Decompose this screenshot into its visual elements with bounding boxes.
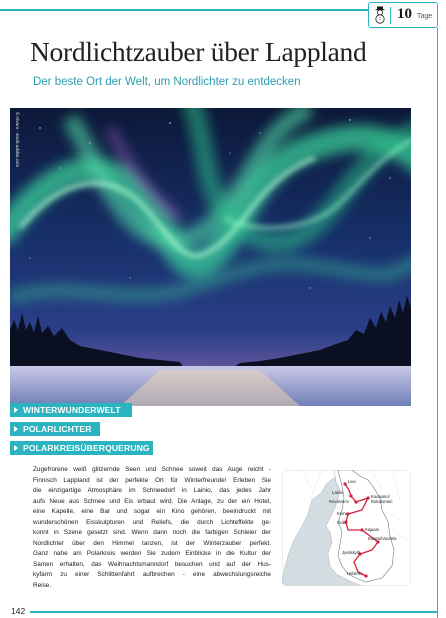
feature-arrow-icon	[14, 426, 18, 432]
body-line: Ganz nahe am Polarkreis werden Sie zudem Einblicke in die Kultur der	[33, 550, 271, 558]
body-line: eine Kapelle, eine Bar und sogar ein Kino gehören, beeindruckt mit	[33, 508, 271, 516]
page-number: 142	[11, 606, 26, 616]
body-line: Reise.	[33, 582, 52, 590]
page-title: Nordlichtzauber über Lappland	[30, 36, 367, 67]
feature-arrow-icon	[14, 407, 18, 413]
feature-arrow-icon	[14, 445, 18, 451]
map-label-kuusamo: Kuusamo/ Rukatunturi	[371, 494, 393, 504]
feature-label: WINTERWUNDERWELT	[23, 405, 121, 415]
map-label-levi: Levi	[348, 479, 356, 484]
aurora-photo	[10, 108, 411, 406]
map-label-jyvaskyla: Jyväskylä	[342, 550, 361, 555]
map-label-kemi: Kemi	[337, 511, 347, 516]
duration-badge	[368, 2, 438, 28]
feature-tag-polarlichter	[10, 422, 100, 436]
feature-tag-winterwunderwelt	[10, 403, 132, 417]
body-line: Nordlichter über den Himmel tanzen, ist der Winterzauber perfekt.	[33, 539, 271, 547]
map-label-lainio: Lainio	[332, 490, 344, 495]
route-map	[282, 470, 411, 586]
body-text	[33, 465, 271, 592]
body-line: wunderschönen Eisskulpturen und Reliefs, die durch Lichteffekte ge-	[33, 518, 271, 526]
days-label: Tage	[417, 13, 433, 20]
body-line: Finnisch Lappland ist der perfekte Ort für Winterfreunde! Erleben Sie	[33, 476, 271, 484]
body-line: konnt in Szene gesetzt sind. Wenn dann noch die farbigen Schleier der	[33, 529, 271, 537]
body-line: Samen erhalten, das Weihnachtsmanndorf besuchen und auf der Hus-	[33, 560, 271, 568]
photo-credit: © Alvaro - stock.adobe.com	[15, 112, 20, 168]
map-label-kuopio: Kuopio/Vuorela	[368, 536, 397, 541]
body-line: kyfarm zu einer Schlittenfahrt aufbrechen - eine abwechslungsreiche	[33, 571, 271, 579]
feature-label: POLARKREISÜBERQUERUNG	[23, 443, 150, 453]
body-line: die einzigartige Atmosphäre im Schneedorf in Lainio, das jedes Jahr	[33, 487, 271, 495]
body-line: Zugefrorene weiß glitzernde Seen und Schnee soweit das Auge reicht -	[33, 466, 271, 473]
body-line: aufs Neue aus Schnee und Eis erbaut wird. Die Anlage, zu der ein Hotel,	[33, 497, 271, 505]
days-number: 10	[397, 6, 412, 22]
badge-divider	[390, 7, 391, 24]
page-subtitle: Der beste Ort der Welt, um Nordlichter zu entdecken	[33, 76, 301, 88]
feature-label: POLARLICHTER	[23, 424, 92, 434]
footer-rule	[30, 611, 438, 613]
snowman-icon	[373, 6, 387, 24]
header-rule	[0, 9, 368, 11]
map-label-oulu: Oulu	[337, 520, 346, 525]
page-border-right	[437, 28, 438, 618]
map-label-kajaani: Kajaani	[365, 527, 379, 532]
map-label-helsinki: Helsinki	[347, 571, 362, 576]
map-label-rovaniemi: Rovaniemi	[329, 499, 349, 504]
feature-tag-polarkreisueberquerung	[10, 441, 153, 455]
